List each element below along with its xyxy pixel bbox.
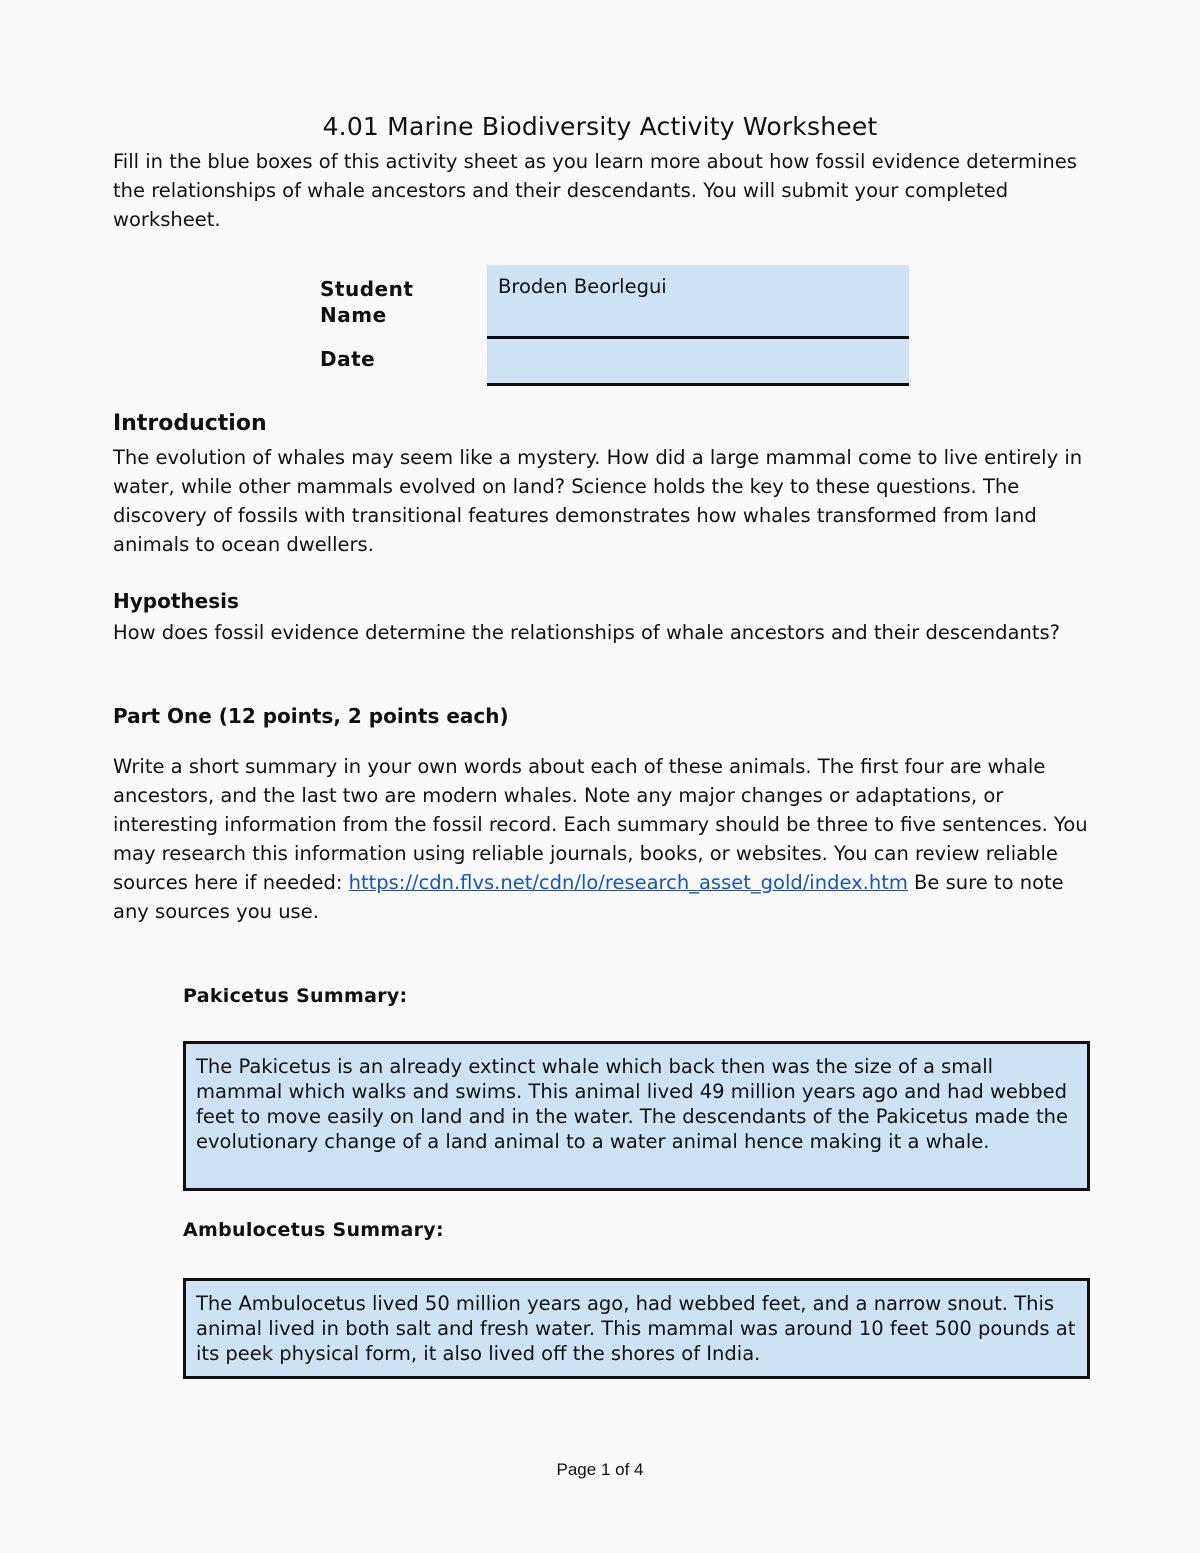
part-one-text: Write a short summary in your own words about each of these animals. The first four are whale ancestors, and the last two are modern whales. Note any major changes or adaptations, or interesting information from the fossil record. Each summary should be three to five sentences. You may research this information using reliable journals, books, or websites. You can review reliable sources here if needed: [113,755,1088,894]
ambulocetus-summary-heading: Ambulocetus Summary: [183,1219,444,1241]
page-number: Page 1 of 4 [556,1460,644,1479]
introduction-heading: Introduction [113,411,267,436]
research-sources-link[interactable]: https://cdn.flvs.net/cdn/lo/research_asset_gold/index.htm [348,871,908,894]
pakicetus-summary-heading: Pakicetus Summary: [183,985,408,1007]
instructions-text: Fill in the blue boxes of this activity sheet as you learn more about how fossil evidence determines the relationships of whale ancestors and their descendants. You will submit your completed worksheet. [113,150,1077,231]
pakicetus-summary-answer[interactable]: The Pakicetus is an already extinct whale which back then was the size of a small mammal which walks and swims. This animal lived 49 million years ago and had webbed feet to move easily on land and in the water. The descendants of the Pakicetus made the evolutionary change of a land animal to a water animal hence making it a whale. [183,1041,1090,1191]
student-name-field[interactable]: Broden Beorlegui [487,265,909,339]
date-field[interactable] [487,339,909,386]
ambulocetus-summary-answer[interactable]: The Ambulocetus lived 50 million years ago, had webbed feet, and a narrow snout. This animal lived in both salt and fresh water. This mammal was around 10 feet 500 pounds at its peek physical form, it also lived off the shores of India. [183,1278,1090,1379]
introduction-body: The evolution of whales may seem like a mystery. How did a large mammal come to live entirely in water, while other mammals evolved on land? Science holds the key to these questions. The discovery of fossils with transitional features demonstrates how whales transformed from land animals to ocean dwellers. [113,446,1083,556]
student-name-label: Student Name [320,277,414,327]
page-title: 4.01 Marine Biodiversity Activity Worksheet [322,112,878,141]
part-one-text-end: Be sure to note any sources you use. [113,871,1064,923]
part-one-heading: Part One (12 points, 2 points each) [113,704,509,728]
hypothesis-body: How does fossil evidence determine the relationships of whale ancestors and their descendants? [113,621,1060,644]
part-one-instructions [113,752,1093,926]
hypothesis-heading: Hypothesis [113,589,239,613]
date-label: Date [320,347,376,371]
